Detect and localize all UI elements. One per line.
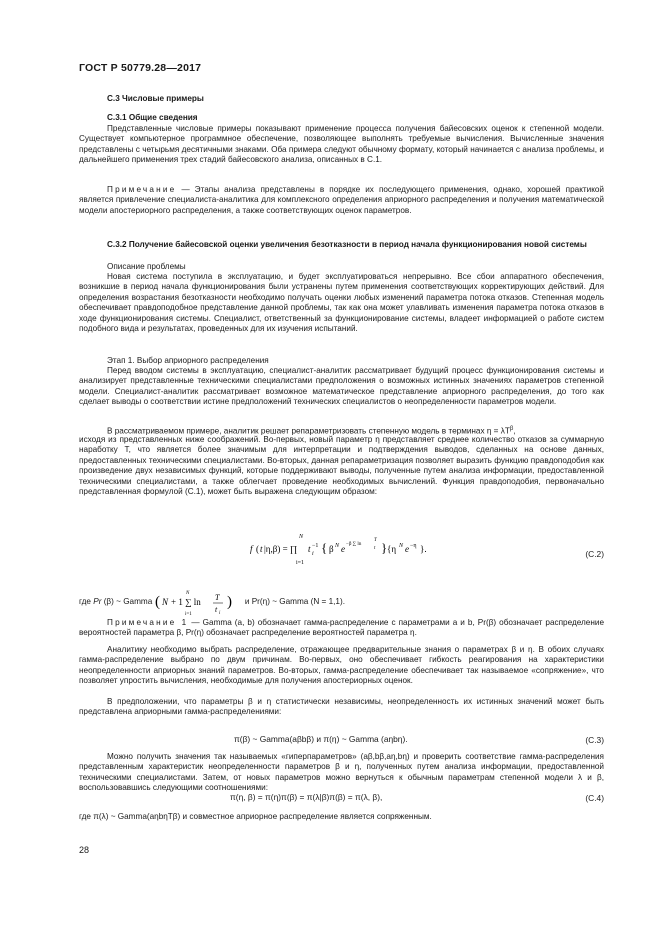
note-2-label: Примечание 1	[107, 618, 189, 627]
note-label: Примечание	[107, 185, 177, 194]
svg-text:}: }	[381, 540, 388, 555]
section-heading-c31: С.3.1 Общие сведения	[107, 113, 198, 122]
where-clause-1: где Pr (β) ~ Gamma ( N + 1 ∑ ln N i=1 T t i ) и Pr(η) ~ Gamma (N = 1,1).	[79, 586, 604, 618]
svg-text:T: T	[374, 538, 377, 543]
note-2	[79, 618, 604, 639]
equation-c2	[250, 528, 430, 577]
svg-text:}.: }.	[420, 544, 427, 554]
svg-text:e: e	[341, 544, 345, 554]
problem-heading: Описание проблемы	[107, 262, 186, 271]
svg-text:t: t	[374, 546, 376, 551]
svg-text:N: N	[335, 543, 340, 549]
svg-text:i=1: i=1	[296, 560, 305, 566]
page-number: 28	[79, 845, 90, 855]
document-header: ГОСТ Р 50779.28—2017	[79, 62, 202, 74]
svg-text:f: f	[250, 544, 253, 554]
equation-c3: π(β) ~ Gamma(aβbβ) и π(η) ~ Gamma (aηbη).	[234, 734, 408, 744]
svg-text:+ 1 ∑ ln: + 1 ∑ ln	[170, 597, 201, 607]
paragraph-prior-choice: Аналитику необходимо выбрать распределение, отражающее предварительные знания о параметрах β и η. В обоих случаях гамма-распределение выбрано по двум причинам. Во-первых, оно обеспечивает гибкость реагирования на характеристики неопределенности априорных знаний параметров. Во-вторых, гамма-распределение обеспечивает так называемое «сопряжение», что позволяет упростить вычисления, необходимые для получения апостериорных оценок.	[79, 645, 604, 686]
paragraph-independence: В предположении, что параметры β и η статистически независимы, неопределенность их истинных значений может быть представлена априорными гамма-распределениями:	[79, 697, 604, 717]
svg-text:T: T	[214, 593, 220, 602]
paragraph-stage-1: Перед вводом системы в эксплуатацию, специалист-аналитик рассматривает будущий процесс функционирования системы и анализирует представленные техническими специалистами предположения о возможных истинных значениях параметров степенной модели. Специалист-аналитик рассматривает возможное математическое представление априорного распределения, до того как сделает выводы о соответствии истине предположений технических специалистов о неопределенности параметров модели.	[79, 366, 604, 407]
paragraph-reparam-line1: В рассматриваемом примере, аналитик решает репараметризовать степенную модель в терминах $\eta = \lambda T^\beta$,	[107, 426, 516, 436]
svg-text:−η: −η	[410, 543, 417, 549]
svg-text:t: t	[214, 605, 217, 614]
svg-text:t: t	[260, 544, 263, 554]
svg-text:β: β	[329, 544, 334, 554]
equation-c2-number: (С.2)	[585, 549, 604, 559]
svg-text:(: (	[154, 594, 160, 610]
svg-text:{: {	[321, 540, 328, 555]
svg-text:e: e	[405, 544, 409, 554]
equation-c2-svg	[250, 528, 430, 574]
svg-text:N: N	[399, 543, 404, 549]
svg-text:t: t	[308, 544, 311, 554]
equation-c4-number: (С.4)	[585, 793, 604, 803]
paragraph-intro: Представленные числовые примеры показывают применение процесса получения байесовских оценок к степенной модели. Существует компьютерное программное обеспечение, позволяющее выполнять требуемые вычисления. Вычисленные значения представлены с четырьмя десятичными знаками. Оба примера следуют обычному формату, который начинается с анализа проблемы, и дальнейшего применения трех стадий байесовского анализа, описанных в С.1.	[79, 124, 604, 165]
svg-text:N: N	[185, 591, 189, 596]
equation-c4: π(η, β) = π(η)π(β) = π(λ|β)π(β) = π(λ, β),	[230, 792, 383, 802]
svg-text:{η: {η	[387, 544, 397, 554]
svg-text:i: i	[312, 551, 314, 557]
paragraph-conjugate: где π(λ) ~ Gamma(aηbηTβ) и совместное априорное распределение является сопряженным.	[79, 812, 432, 821]
paragraph-hyperparameters: Можно получить значения так называемых «гиперпараметров» (aβ,bβ,aη,bη) и проверить соответствие гамма-распределения представленным характеристик неопределенности параметров β и η, полученных путем анализа информации, предоставленной техническими специалистами. Затем, от новых параметров можно вернуться к обычным параметрам степенной модели λ и β, воспользовавшись следующими соотношениями:	[79, 752, 604, 793]
svg-text:|η,β) = ∏: |η,β) = ∏	[264, 544, 298, 554]
note-text: — Этапы анализа представлены в порядке их последующего применения, однако, хорошей практикой является привлечение специалиста-аналитика для комплексного определения априорного распределения и получения математической модели апостериорного распределения, а также соответствующих оценок параметров.	[79, 185, 604, 215]
svg-text:−β ∑ ln: −β ∑ ln	[346, 542, 362, 547]
svg-text:(: (	[256, 544, 259, 554]
note-1	[79, 185, 604, 216]
svg-text:−1: −1	[312, 543, 319, 549]
section-heading-c32: С.3.2 Получение байесовской оценки увеличения безотказности в период начала функционирования новой системы	[107, 240, 587, 249]
svg-text:): )	[226, 594, 232, 610]
svg-text:N: N	[161, 597, 168, 607]
note-2-text: — Gamma (a, b) обозначает гамма-распределение с параметрами a и b, Pr(β) обозначает распределение вероятностей параметра β, Pr(η) обозначает распределение вероятностей параметра η.	[79, 618, 605, 638]
paragraph-problem: Новая система поступила в эксплуатацию, и будет эксплуатироваться непрерывно. Все сбои аппаратного обеспечения, возникшие в период начала функционирования были устранены путем применения соответствующих корректирующих действий. Для определения возрастания безотказности необходимо получать оценки любых изменений параметра потока отказов. Степенная модель обеспечивает правдоподобное представление данной проблемы, так как она может улавливать изменения параметра потока отказов в ходе функционирования системы. Специалист, ответственный за функционирование системы, владеет информацией о работе систем подобного вида и результатах, проведенных для их изучения испытаний.	[79, 272, 604, 334]
svg-text:i=1: i=1	[184, 612, 192, 617]
section-heading-c3: С.3 Числовые примеры	[107, 94, 204, 103]
reparam-text: В рассматриваемом примере, аналитик решает репараметризовать степенную модель в терминах η = λT	[107, 426, 510, 436]
paragraph-reparam: исходя из представленных ниже соображений. Во-первых, новый параметр η представляет среднее количество отказов за суммарную наработку T, что является более значимым для интерпретации и подтверждения выводов, сделанных на основе данных, предоставленных техническими специалистами. Во-вторых, данная репараметризация позволяет выразить функцию правдоподобия как произведение двух независимых функций, которые поддерживают выводы, полученные путем анализа информации, предоставленной техническими специалистами, а также облегчает проведение необходимых вычислений. Функция правдоподобия, первоначально представленная формулой (С.1), может быть выражена следующим образом:	[79, 435, 604, 497]
svg-text:N: N	[299, 534, 304, 540]
stage-1-heading: Этап 1. Выбор априорного распределения	[107, 356, 269, 365]
where-label: где	[79, 597, 94, 607]
equation-c3-number: (С.3)	[585, 735, 604, 745]
where-rest: и Pr(η) ~ Gamma (N = 1,1).	[244, 597, 345, 607]
svg-text:i: i	[218, 611, 220, 616]
gamma-expression-svg	[155, 586, 243, 618]
